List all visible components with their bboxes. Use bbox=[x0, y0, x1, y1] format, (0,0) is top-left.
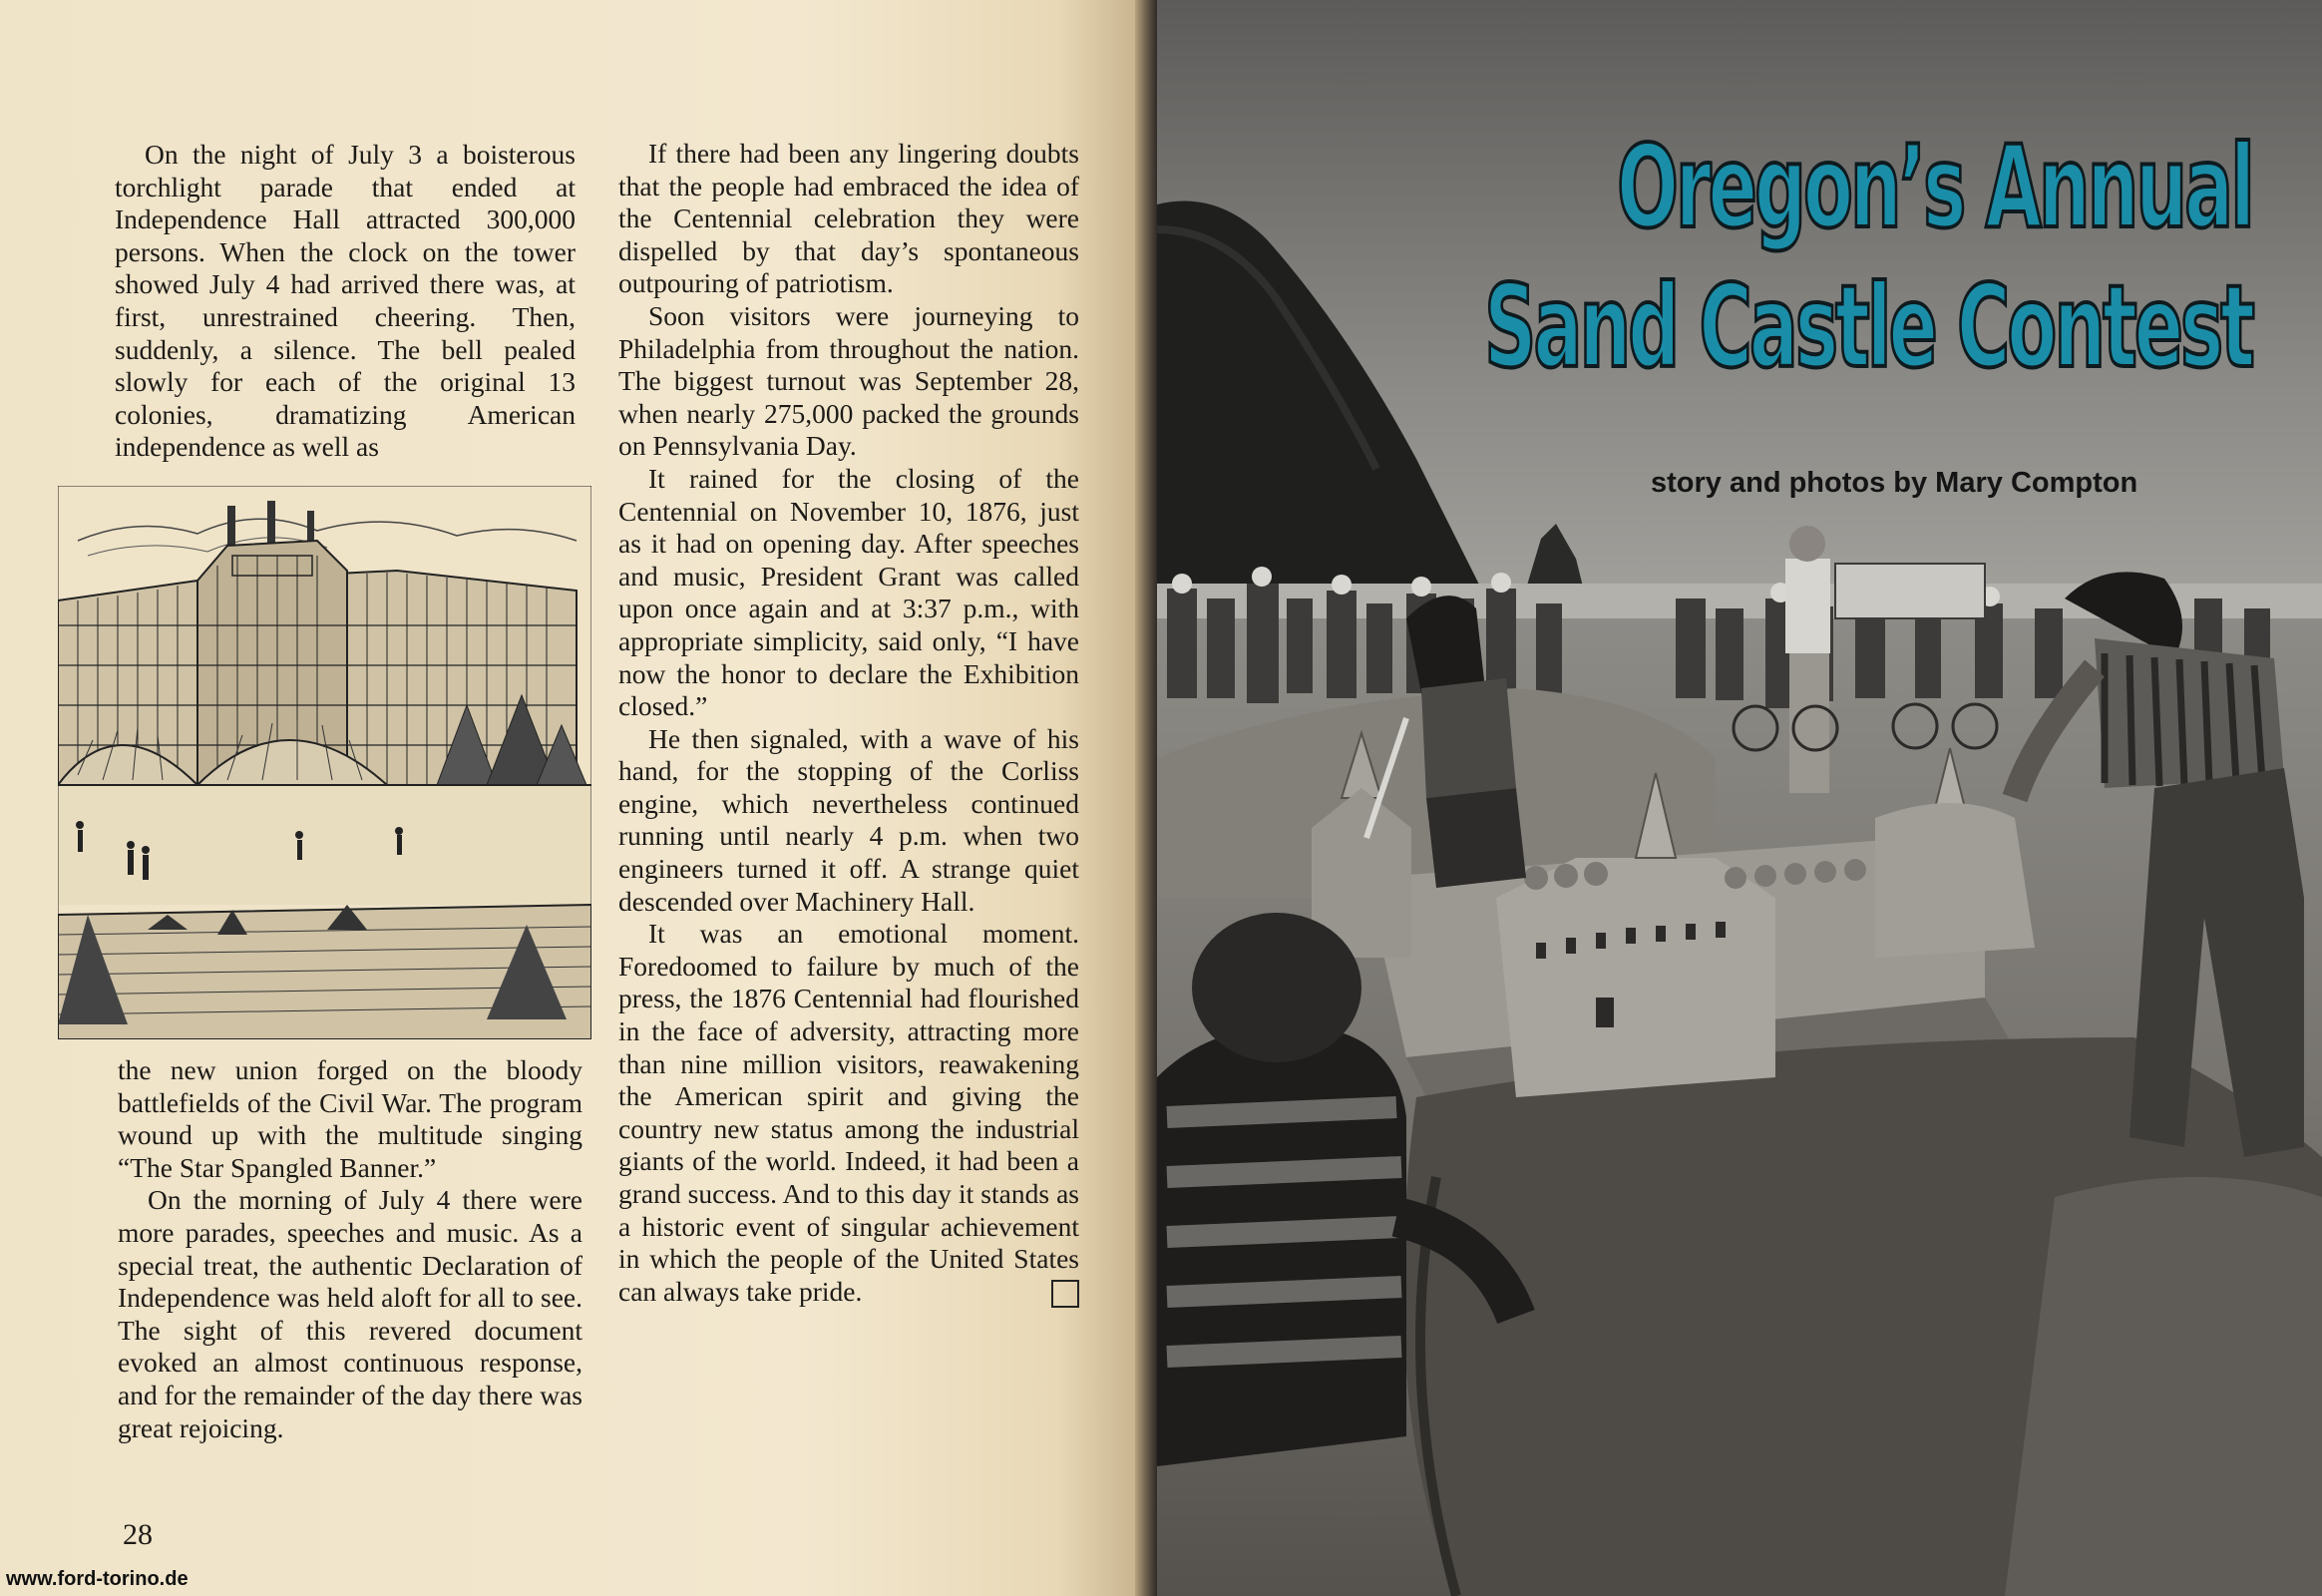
article-title bbox=[1484, 118, 2252, 397]
column-1-bottom bbox=[118, 1054, 582, 1444]
paragraph-final-text: It was an emotional moment. Foredoomed to failure by much of the press, the 1876 Centennial had flourished in the face of adversity, attracting more than nine million visitors, reawakening the American spirit and giving the country new status among the industrial giants of the world. Indeed, it had been a grand success. And to this day it stands as a historic event of singular achievement in which the people of the United States can always take pride. bbox=[618, 918, 1079, 1307]
title-line-1: Oregon’s Annual bbox=[1617, 121, 2252, 253]
column-2 bbox=[618, 138, 1079, 1308]
left-page bbox=[0, 0, 1137, 1596]
paragraph: He then signaled, with a wave of his hand, for the stopping of the Corliss engine, which nevertheless continued running until nearly 4 p.m. when two engineers turned it off. A strange quiet descended over Machinery Hall. bbox=[618, 722, 1079, 917]
machinery-hall-engraving bbox=[58, 486, 591, 1039]
paragraph: If there had been any lingering doubts that the people had embraced the idea of the Centennial celebration they were dispelled by that day’s spontaneous outpouring of patriotism. bbox=[618, 138, 1079, 299]
paragraph: On the morning of July 4 there were more parades, speeches and music. As a special treat, the authentic Declaration of Independence was held aloft for all to see. The sight of this revered document evoked an almost continuous response, and for the remainder of the day there was great rejoicing. bbox=[118, 1184, 582, 1443]
paragraph-final bbox=[618, 918, 1079, 1308]
column-1-top bbox=[115, 139, 576, 464]
paragraph: It rained for the closing of the Centennial on November 10, 1876, just as it had on opening day. After speeches and music, President Grant was called upon once again and at 3:37 p.m., with appropriate simplicity, said only, “I have now the honor to declare the Exhibition closed.” bbox=[618, 462, 1079, 722]
byline: story and photos by Mary Compton bbox=[1651, 467, 2138, 499]
watermark: www.ford-torino.de bbox=[6, 1568, 189, 1590]
paragraph: Soon visitors were journeying to Philadelphia from throughout the nation. The biggest turnout was September 28, when nearly 275,000 packed the grounds on Pennsylvania Day. bbox=[618, 299, 1079, 462]
end-of-article-box bbox=[1051, 1280, 1079, 1308]
page-number: 28 bbox=[123, 1518, 153, 1551]
right-page bbox=[1157, 0, 2322, 1596]
title-line-2: Sand Castle Contest bbox=[1484, 260, 2252, 393]
paragraph: On the night of July 3 a boisterous torchlight parade that ended at Independence Hall attracted 300,000 persons. When the clock on the tower showed July 4 had arrived there was, at first, unrestrained cheering. Then, suddenly, a silence. The bell pealed slowly for each of the original 13 colonies, dramatizing American independence as well as bbox=[115, 139, 576, 463]
binding-gutter bbox=[1135, 0, 1157, 1596]
paragraph: the new union forged on the bloody battlefields of the Civil War. The program wound up with the multitude singing “The Star Spangled Banner.” bbox=[118, 1054, 582, 1183]
